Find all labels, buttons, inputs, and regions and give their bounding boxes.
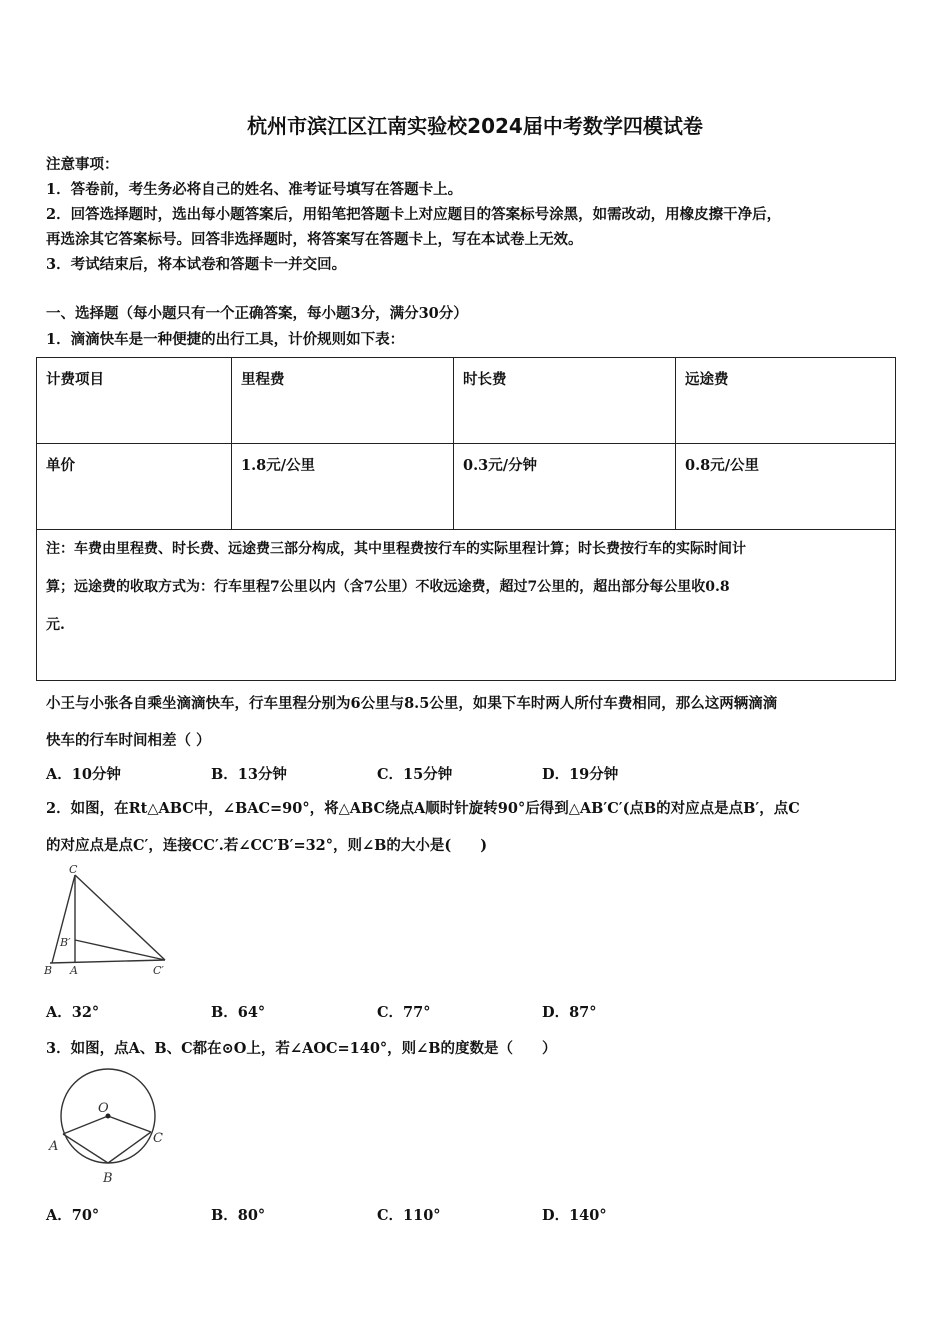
table-note [37,530,896,681]
notice-item-3: 3．考试结束后，将本试卷和答题卡一并交回。 [46,256,347,273]
q2-text-1: 2．如图，在Rt△ABC中，∠BAC=90°，将△ABC绕点A顺时针旋转90°后得到△AB′C′(点B的对应点是点B′，点C [46,800,800,817]
notice-heading: 注意事项： [46,156,119,173]
page-title: 杭州市滨江区江南实验校2024届中考数学四模试卷 [247,114,703,138]
table-row [37,444,896,530]
q3-label-o: O [98,1101,109,1116]
q2-label-c-prime: C′ [153,964,164,977]
q3-label-b: B [103,1171,113,1186]
q2-triangle-figure [40,860,180,980]
q3-label-c: C [153,1131,163,1146]
q2-label-b-prime: B′ [60,936,71,949]
q3-option-c: C．110° [377,1207,441,1224]
q2-label-b: B [44,964,53,977]
q1-option-a: A．10分钟 [46,766,121,783]
q3-option-d: D．140° [542,1207,607,1224]
fee-table [36,357,896,681]
table-cell: 0.3元/分钟 [454,444,676,530]
q1-text-1: 小王与小张各自乘坐滴滴快车，行车里程分别为6公里与8.5公里，如果下车时两人所付车费相同，那么这两辆滴滴 [46,695,778,712]
q2-option-d: D．87° [542,1004,597,1021]
q3-stem: 3．如图，点A、B、C都在⊙O上，若∠AOC=140°，则∠B的度数是（ ） [46,1040,557,1057]
q2-option-b: B．64° [211,1004,266,1021]
table-header-cell: 远途费 [676,358,896,444]
table-header-cell: 里程费 [232,358,454,444]
q1-option-c: C．15分钟 [377,766,453,783]
notice-item-2-cont: 再选涂其它答案标号。回答非选择题时，将答案写在答题卡上，写在本试卷上无效。 [46,231,583,248]
notice-item-1: 1．答卷前，考生务必将自己的姓名、准考证号填写在答题卡上。 [46,181,463,198]
q1-option-b: B．13分钟 [211,766,287,783]
q2-label-a: A [70,964,78,977]
table-header-cell: 计费项目 [37,358,232,444]
q1-stem: 1．滴滴快车是一种便捷的出行工具，计价规则如下表： [46,331,405,348]
q3-option-a: A．70° [46,1207,100,1224]
q3-circle-figure [40,1062,180,1192]
table-cell: 0.8元/公里 [676,444,896,530]
q1-option-d: D．19分钟 [542,766,619,783]
table-row [37,358,896,444]
q2-option-a: A．32° [46,1004,100,1021]
section-heading: 一、选择题（每小题只有一个正确答案，每小题3分，满分30分） [46,305,468,322]
table-cell: 1.8元/公里 [232,444,454,530]
table-header-cell: 时长费 [454,358,676,444]
q2-option-c: C．77° [377,1004,431,1021]
q2-label-c: C [69,863,78,876]
notice-item-2: 2．回答选择题时，选出每小题答案后，用铅笔把答题卡上对应题目的答案标号涂黑，如需改动，用橡皮擦干净后， [46,206,782,223]
table-note-line: 算；远途费的收取方式为：行车里程7公里以内（含7公里）不收远途费，超过7公里的，超出部分每公里收0.8 [46,579,730,595]
q1-text-2: 快车的行车时间相差（ ） [46,732,211,749]
q3-option-b: B．80° [211,1207,266,1224]
table-note-line: 元. [46,617,65,633]
table-note-line: 注：车费由里程费、时长费、远途费三部分构成，其中里程费按行车的实际里程计算；时长费按行车的实际时间计 [46,541,746,557]
q2-text-2: 的对应点是点C′，连接CC′.若∠CC′B′=32°，则∠B的大小是( ) [46,837,488,854]
table-cell: 单价 [37,444,232,530]
q3-label-a: A [49,1139,59,1154]
table-row [37,530,896,681]
